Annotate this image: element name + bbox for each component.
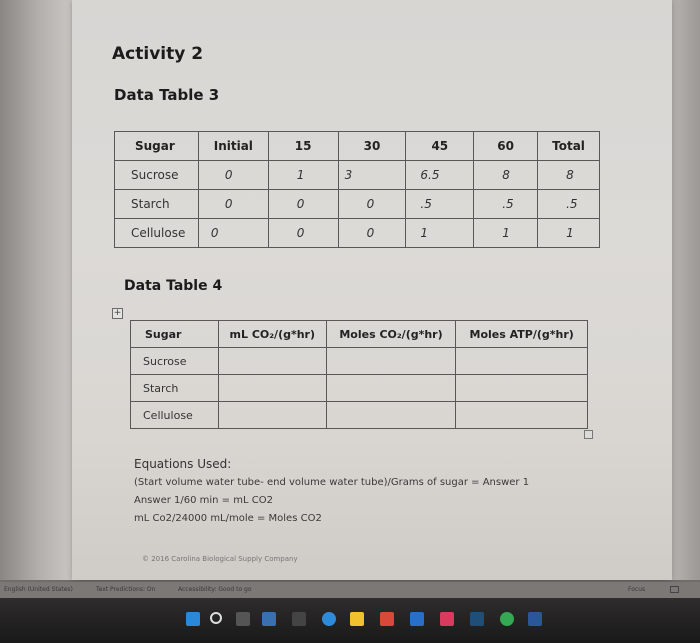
table4-title: Data Table 4: [124, 278, 223, 294]
table-row: [131, 348, 588, 375]
table4-cell[interactable]: [456, 402, 588, 429]
table3-header-30[interactable]: 30: [338, 132, 406, 161]
table3-cell[interactable]: .5: [406, 190, 474, 219]
table3-header-sugar[interactable]: Sugar: [115, 132, 199, 161]
equations-title: Equations Used:: [134, 457, 232, 471]
table3-cell[interactable]: 1: [406, 219, 474, 248]
copyright-text: © 2016 Carolina Biological Supply Company: [142, 555, 298, 563]
table3-cell[interactable]: 0: [338, 219, 406, 248]
equation-line: mL Co2/24000 mL/mole = Moles CO2: [134, 513, 322, 524]
mail-icon[interactable]: [410, 612, 424, 626]
table3-header-row: [115, 132, 600, 161]
table3-cell[interactable]: 1: [268, 161, 338, 190]
table-row: [115, 219, 600, 248]
table4-cell-sugar[interactable]: Sucrose: [131, 348, 219, 375]
table-row: [115, 190, 600, 219]
table4-cell-sugar[interactable]: Starch: [131, 375, 219, 402]
store-app-icon[interactable]: [470, 612, 484, 626]
table3-cell[interactable]: 0: [268, 219, 338, 248]
table4-cell[interactable]: [456, 375, 588, 402]
table4-cell[interactable]: [326, 402, 456, 429]
table4-header-row: [131, 321, 588, 348]
table4-cell[interactable]: [218, 375, 326, 402]
taskbar: [0, 598, 700, 643]
equation-line: Answer 1/60 min = mL CO2: [134, 495, 273, 506]
read-mode-icon[interactable]: [670, 586, 679, 593]
search-icon[interactable]: [210, 612, 222, 624]
focus-button[interactable]: Focus: [628, 586, 646, 593]
table3-cell[interactable]: 0: [338, 190, 406, 219]
equations-block: [134, 457, 529, 531]
table3-cell[interactable]: 0: [198, 219, 268, 248]
edge-icon[interactable]: [322, 612, 336, 626]
table3-cell[interactable]: 0: [268, 190, 338, 219]
table3-cell[interactable]: 8: [474, 161, 538, 190]
table3-cell[interactable]: 6.5: [406, 161, 474, 190]
table4-header-ml-co2[interactable]: mL CO₂/(g*hr): [218, 321, 326, 348]
table3-cell[interactable]: 0: [198, 190, 268, 219]
table3-cell[interactable]: 0: [198, 161, 268, 190]
table4-cell-sugar[interactable]: Cellulose: [131, 402, 219, 429]
table3-header-45[interactable]: 45: [406, 132, 474, 161]
data-table-3: [114, 131, 600, 248]
table3-header-total[interactable]: Total: [538, 132, 600, 161]
table4-header-moles-co2[interactable]: Moles CO₂/(g*hr): [326, 321, 456, 348]
word-icon[interactable]: [528, 612, 542, 626]
table3-cell[interactable]: .5: [474, 190, 538, 219]
store-icon[interactable]: [350, 612, 364, 626]
windows-start-icon[interactable]: [186, 612, 200, 626]
table4-cell[interactable]: [456, 348, 588, 375]
table3-cell-sugar[interactable]: Cellulose: [115, 219, 199, 248]
status-bar: [0, 582, 700, 598]
table3-cell[interactable]: 3: [338, 161, 406, 190]
table3-cell[interactable]: .5: [538, 190, 600, 219]
table3-cell[interactable]: 1: [538, 219, 600, 248]
text-predictions-status[interactable]: Text Predictions: On: [96, 586, 156, 593]
table-row: [131, 402, 588, 429]
table-row: [131, 375, 588, 402]
table3-header-60[interactable]: 60: [474, 132, 538, 161]
activity-title: Activity 2: [112, 44, 204, 64]
table-move-handle-icon[interactable]: +: [113, 308, 122, 318]
table4-cell[interactable]: [326, 375, 456, 402]
table3-header-initial[interactable]: Initial: [198, 132, 268, 161]
table3-header-15[interactable]: 15: [268, 132, 338, 161]
table4-header-sugar[interactable]: Sugar: [131, 321, 219, 348]
data-table-4: [130, 320, 588, 429]
language-status[interactable]: English (United States): [4, 586, 73, 593]
table4-header-moles-atp[interactable]: Moles ATP/(g*hr): [456, 321, 588, 348]
accessibility-status[interactable]: Accessibility: Good to go: [178, 586, 252, 593]
table3-cell[interactable]: 8: [538, 161, 600, 190]
table3-cell-sugar[interactable]: Sucrose: [115, 161, 199, 190]
table4-cell[interactable]: [218, 402, 326, 429]
table3-cell-sugar[interactable]: Starch: [115, 190, 199, 219]
table-resize-handle-icon[interactable]: [584, 430, 593, 439]
table-row: [115, 161, 600, 190]
file-explorer-icon[interactable]: [292, 612, 306, 626]
chrome-icon[interactable]: [500, 612, 514, 626]
table3-cell[interactable]: 1: [474, 219, 538, 248]
table4-cell[interactable]: [326, 348, 456, 375]
widgets-icon[interactable]: [262, 612, 276, 626]
equation-line: (Start volume water tube- end volume water tube)/Grams of sugar = Answer 1: [134, 477, 530, 488]
office-app-icon[interactable]: [440, 612, 454, 626]
table4-cell[interactable]: [218, 348, 326, 375]
table3-title: Data Table 3: [114, 86, 220, 104]
office-icon[interactable]: [380, 612, 394, 626]
task-view-icon[interactable]: [236, 612, 250, 626]
